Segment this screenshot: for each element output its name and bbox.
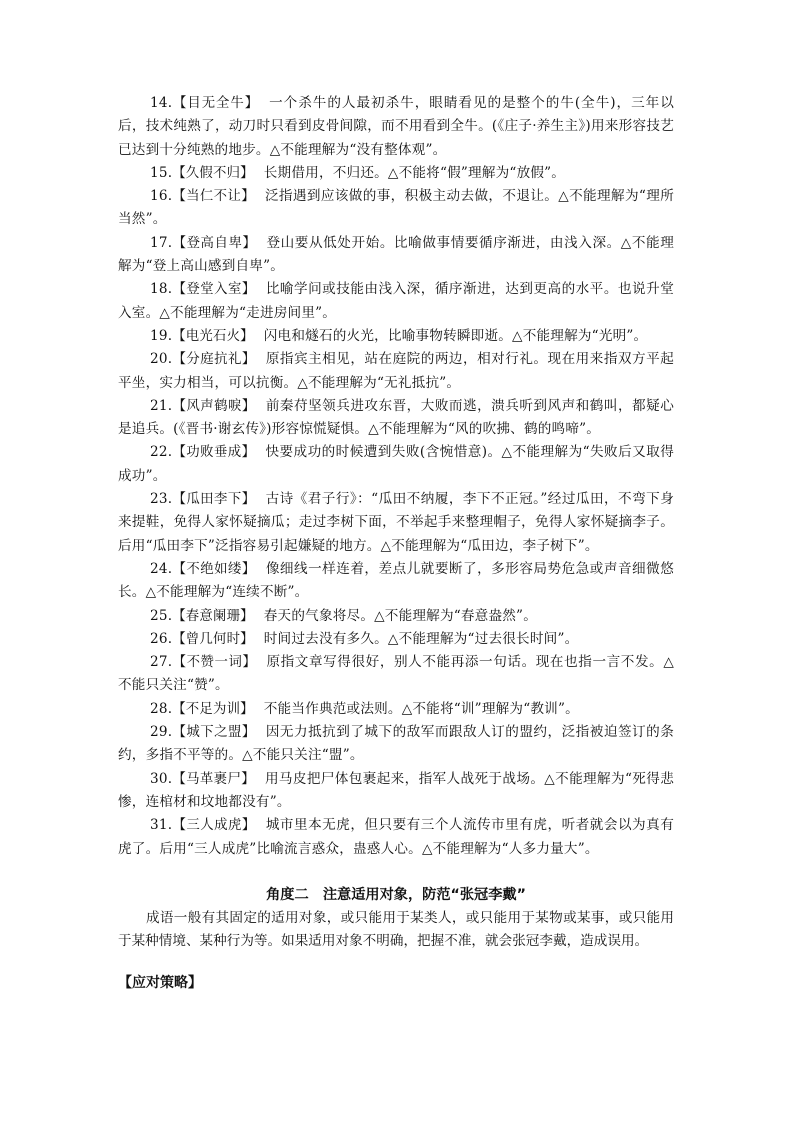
idiom-term: 【风声鹤唳】	[172, 398, 256, 414]
entry-number: 17.	[150, 234, 173, 251]
idiom-term: 【分庭抗礼】	[172, 352, 256, 368]
idiom-term: 【功败垂成】	[172, 445, 256, 461]
idiom-definition: 前秦苻坚领兵进攻东晋，大败而逃，溃兵听到风声和鹤叫，都疑心是追兵。(《晋书·谢玄传》)形容惊慌疑惧。△不能理解为“风的吹拂、鹤的鸣啼”。	[118, 397, 674, 438]
entry-number: 22.	[150, 444, 173, 461]
idiom-entry	[118, 441, 674, 488]
idiom-term: 【当仁不让】	[172, 189, 255, 205]
idiom-definition: 用马皮把尸体包裹起来，指军人战死于战场。△不能理解为“死得悲惨，连棺材和坟地都没有”。	[118, 770, 674, 810]
idiom-entry	[118, 325, 674, 348]
idiom-term: 【登高自卑】	[172, 235, 257, 251]
idiom-definition: 泛指遇到应该做的事，积极主动去做，不退让。△不能理解为“理所当然”。	[118, 188, 674, 228]
idiom-entry	[118, 814, 674, 861]
entry-number: 26.	[150, 630, 173, 647]
idiom-definition: 像细线一样连着，差点儿就要断了，多形容局势危急或声音细微悠长。△不能理解为“连续不断”。	[118, 560, 674, 601]
document-page	[118, 92, 674, 995]
entry-number: 18.	[150, 281, 173, 298]
section-intro: 成语一般有其固定的适用对象，或只能用于某类人，或只能用于某物或某事，或只能用于某种情境、某种行为等。如果适用对象不明确，把握不准，就会张冠李戴，造成误用。	[118, 909, 674, 950]
idiom-term: 【久假不归】	[172, 165, 254, 181]
entry-number: 15.	[150, 164, 173, 181]
idiom-entry	[118, 721, 674, 768]
idiom-list	[118, 92, 674, 861]
idiom-term: 【曾几何时】	[172, 631, 254, 647]
idiom-term: 【不绝如缕】	[172, 561, 256, 577]
idiom-entry	[118, 488, 674, 558]
idiom-definition: 古诗《君子行》：“瓜田不纳履，李下不正冠。”经过瓜田，不弯下身来提鞋，免得人家怀疑摘瓜；走过李树下面，不举起手来整理帽子，免得人家怀疑摘李子。后用“瓜田李下”泛指容易引起嫌疑的地方。△不能理解为“瓜田边，李子树下”。	[118, 491, 674, 554]
entry-number: 19.	[150, 327, 173, 344]
idiom-term: 【三人成虎】	[172, 818, 256, 834]
idiom-definition: 春天的气象将尽。△不能理解为“春意盎然”。	[263, 607, 538, 624]
idiom-definition: 长期借用，不归还。△不能将“假”理解为“放假”。	[263, 164, 566, 181]
entry-number: 25.	[150, 607, 173, 624]
idiom-entry	[118, 395, 674, 442]
entry-number: 28.	[150, 700, 173, 717]
idiom-definition: 闪电和燧石的火光，比喻事物转瞬即逝。△不能理解为“光明”。	[263, 327, 648, 344]
idiom-term: 【春意阑珊】	[172, 608, 254, 624]
entry-number: 30.	[150, 770, 173, 787]
idiom-definition: 不能当作典范或法则。△不能将“训”理解为“教训”。	[263, 700, 579, 717]
idiom-definition: 因无力抵抗到了城下的敌军而跟敌人订的盟约，泛指被迫签订的条约，多指不平等的。△不能只关注“盟”。	[118, 724, 674, 764]
idiom-entry	[118, 651, 674, 698]
idiom-entry	[118, 232, 674, 279]
idiom-definition: 时间过去没有多久。△不能理解为“过去很长时间”。	[263, 630, 579, 647]
idiom-term: 【城下之盟】	[172, 725, 256, 741]
idiom-term: 【瓜田李下】	[172, 492, 256, 508]
idiom-entry	[118, 605, 674, 628]
idiom-entry	[118, 628, 674, 651]
idiom-term: 【登堂入室】	[172, 282, 256, 298]
idiom-definition: 登山要从低处开始。比喻做事情要循序渐进，由浅入深。△不能理解为“登上高山感到自卑”。	[118, 234, 674, 275]
idiom-term: 【目无全牛】	[172, 96, 260, 111]
idiom-entry	[118, 698, 674, 721]
entry-number: 31.	[150, 817, 173, 834]
entry-number: 27.	[150, 654, 173, 671]
idiom-definition: 城市里本无虎，但只要有三个人流传市里有虎，听者就会以为真有虎了。后用“三人成虎”比喻流言惑众，蛊惑人心。△不能理解为“人多力量大”。	[118, 817, 674, 857]
idiom-term: 【马革裹尸】	[172, 771, 255, 787]
idiom-definition: 原指宾主相见，站在庭院的两边，相对行礼。现在用来指双方平起平坐，实力相当，可以抗衡。△不能理解为“无礼抵抗”。	[118, 351, 674, 391]
idiom-definition: 比喻学问或技能由浅入深，循序渐进，达到更高的水平。也说升堂入室。△不能理解为“走进房间里”。	[118, 281, 674, 321]
idiom-entry	[118, 92, 674, 162]
idiom-term: 【不足为训】	[172, 701, 254, 717]
idiom-entry	[118, 348, 674, 395]
entry-number: 20.	[150, 351, 173, 368]
idiom-definition: 快要成功的时候遭到失败(含惋惜意)。△不能理解为“失败后又取得成功”。	[118, 444, 674, 484]
idiom-definition: 一个杀牛的人最初杀牛，眼睛看见的是整个的牛(全牛)，三年以后，技术纯熟了，动刀时只看到皮骨间隙，而不用看到全牛。(《庄子·养生主》)用来形容技艺已达到十分纯熟的地步。△不能理解为“没有整体观”。	[118, 95, 674, 158]
idiom-entry	[118, 162, 674, 185]
idiom-definition: 原指文章写得很好，别人不能再添一句话。现在也指一言不发。△不能只关注“赞”。	[118, 654, 674, 694]
idiom-term: 【电光石火】	[172, 328, 254, 344]
section-title: 角度二 注意适用对象，防范“张冠李戴”	[266, 886, 526, 903]
entry-number: 14.	[150, 95, 173, 111]
entry-number: 24.	[150, 560, 173, 577]
strategy-heading: 【应对策略】	[118, 975, 202, 992]
idiom-entry	[118, 558, 674, 605]
entry-number: 29.	[150, 724, 173, 741]
idiom-entry	[118, 185, 674, 232]
entry-number: 16.	[150, 188, 173, 205]
idiom-term: 【不赞一词】	[172, 655, 257, 671]
idiom-entry	[118, 768, 674, 815]
entry-number: 21.	[150, 397, 173, 414]
idiom-entry	[118, 278, 674, 325]
entry-number: 23.	[150, 491, 173, 508]
